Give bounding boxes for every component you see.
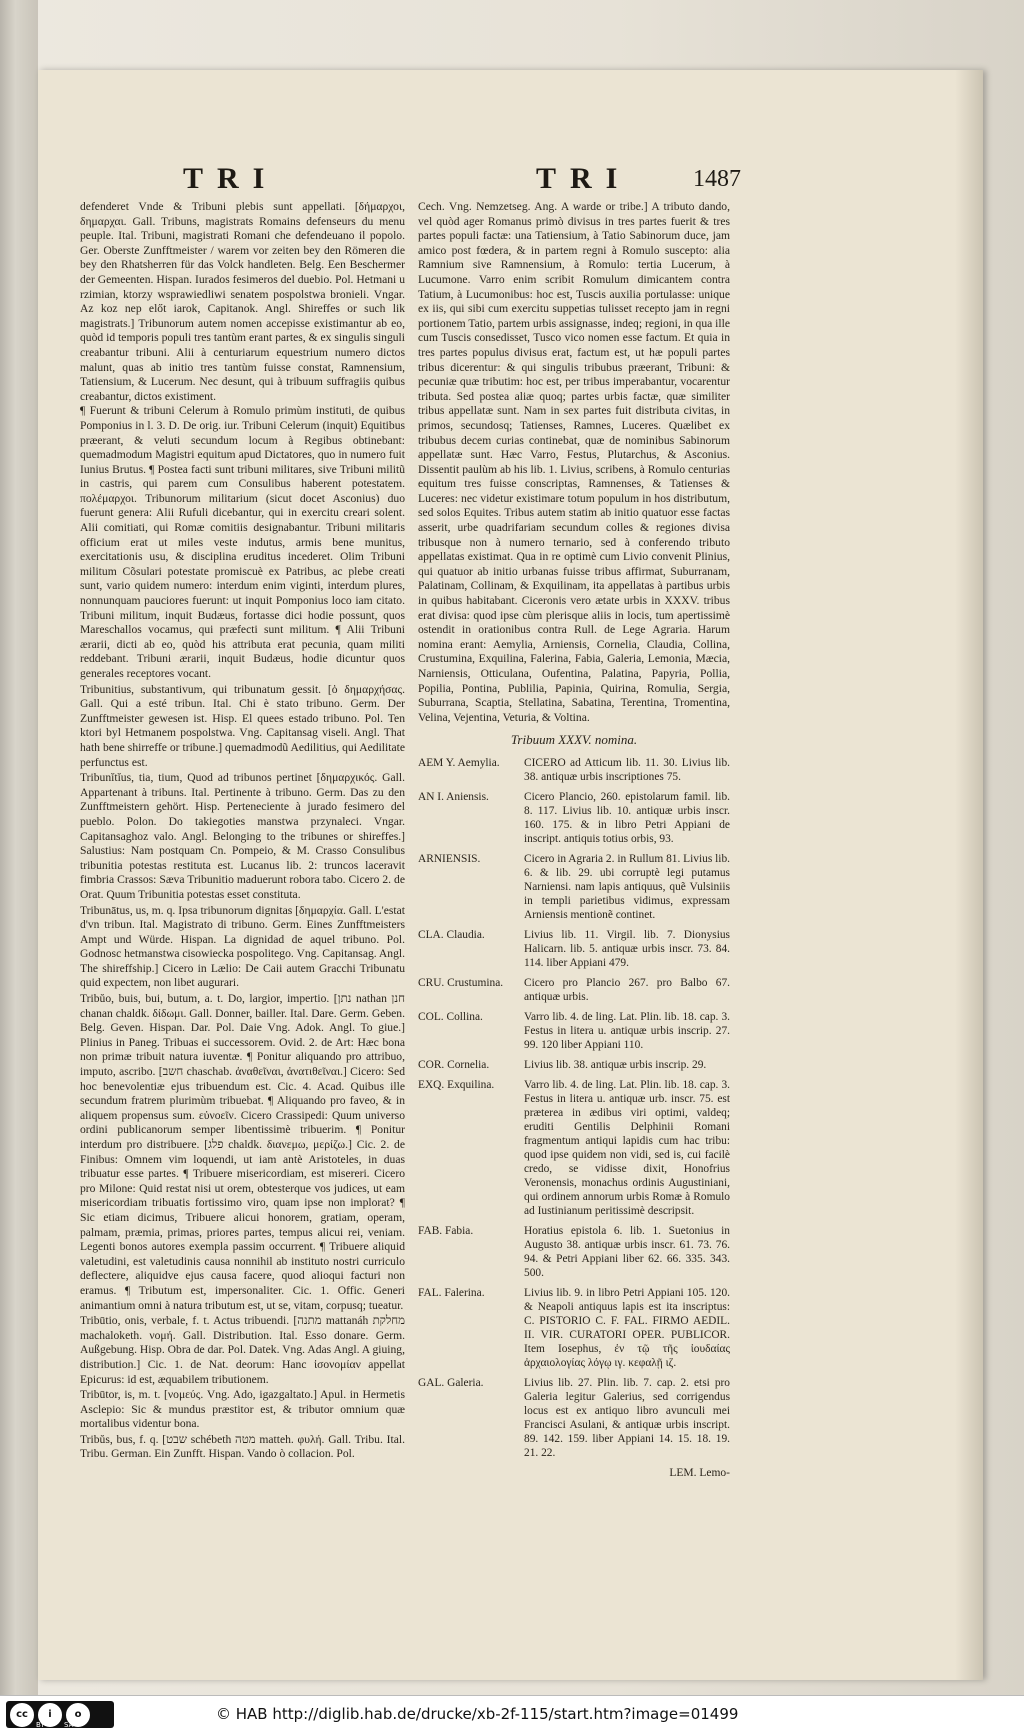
tribe-row [418,1010,730,1052]
tribe-name: CLA. Claudia. [418,928,485,941]
entry-tribunitius: Tribunitius, substantivum, qui tribunatum gessit. [ὁ δημαρχήσας. Gall. Qui a esté tribun. Ital. Chi è stato tribuno. Germ. Der Zunfftmeister gewesen ist. Hisp. El quees estado tribuno. Pol. Ten ktori byl Hetmanem pospolstwa. Vng. Capitansag viseli. Angl. That hath bene shirreffe or tribune.] quemadmodũ Aedilitius, qui Aedilitate perfunctus est. [80,682,405,769]
tribe-row [418,928,730,970]
tribe-row [418,1078,730,1218]
tribe-name: ARNIENSIS. [418,852,481,865]
attribution-icon: i [38,1703,62,1727]
tribe-sources: Varro lib. 4. de ling. Lat. Plin. lib. 18. cap. 3. Festus in litera u. antiquæ urbis inscrip. 27. 99. 120 liber Appiani 110. [524,1010,730,1051]
book-page [38,70,983,1680]
right-column [418,200,730,1481]
tribe-row [418,1224,730,1280]
running-header-left: TRI [183,162,279,195]
entry-paragraph: ¶ Fuerunt & tribuni Celerum à Romulo primùm instituti, de quibus Pomponius in l. 3. D. De orig. iur. Tribuni Celerum (inquit) Equitibus præerant, & veluti secundum locum à Regibus obtinebant: quemadmodum Magistri equitum apud Dictatores, quo in numero fuit Iunius Brutus. ¶ Postea facti sunt tribuni militares, sive Tribuni militũ in castris, qui parem cum Consulibus haberent potestatem. πολέμαρχοι. Tribunorum militarium (sicut docet Asconius) duo fuerunt genera: Alii Rufuli dicebantur, qui in exercitu creari solent. Alii comitiati, qui Romæ comitiis designabantur. Tribuni militaris officium erat ut miles veste indutus, armis bene munitus, exercitationis usu, & disciplina eruditus incederet. Olim Tribuni militum Cõsulari potestate promiscuè ex Patribus, ac plebe creati sunt, vario quidem numero: interdum enim viginti, interdum plures, nonnunquam pauciores fuerunt: ut inquit Pomponius loco iam citato. Tribuni militum, inquit Budæus, fortasse dici hodie possunt, quos Mareschallos vocamus, qui præfecti sunt militum. ¶ Alii Tribuni ærarii, dicti ab eo, quòd his attributa erat pecunia, quam militi reddebant. Tribuni ærarii, inquit Budæus, hodie dicuntur quos generales receptores vocant. [80,404,405,680]
cc-icon: cc [10,1703,34,1727]
running-header-center: TRI [536,162,632,195]
tribe-name: AEM Y. Aemylia. [418,756,500,769]
tribe-name: GAL. Galeria. [418,1376,484,1389]
tribe-sources: Livius lib. 27. Plin. lib. 7. cap. 2. etsi pro Galeria legitur Galerius, sed corrigendus locus est ex antiquo libro avunculi mei Francisci Asulani, & antiquæ urbis inscript. 89. 142. 159. liber Appiani 14. 15. 18. 19. 21. 22. [524,1376,730,1459]
catchword: LEM. Lemo- [669,1466,730,1479]
tribe-name: CRU. Crustumina. [418,976,504,989]
tribe-name: COL. Collina. [418,1010,483,1023]
tribe-sources: Horatius epistola 6. lib. 1. Suetonius in Augusto 38. antiquæ urbis inscr. 61. 73. 76. 94. & Petri Appiani liber 62. 66. 335. 343. 500. [524,1224,730,1279]
sa-label: SA [64,1721,74,1729]
tribe-sources: Cicero Plancio, 260. epistolarum famil. lib. 8. 117. Livius lib. 10. antiquæ urbis inscr. 160. 175. & in libro Petri Appiani de inscript. antiquis totius orbis, 93. [524,790,730,845]
tribe-row [418,790,730,846]
tribe-row [418,756,730,784]
page-number: 1487 [693,166,741,192]
left-column [80,200,405,1462]
page-edge-shadow [955,70,983,1680]
by-label: BY [36,1721,45,1729]
tribe-sources: Livius lib. 11. Virgil. lib. 7. Dionysius Halicarn. lib. 5. antiquæ urbis inscr. 73. 84. 114. liber Appiani 479. [524,928,730,969]
entry-tributio: Tribūtio, onis, verbale, f. t. Actus tribuendi. [מתנה mattanáh מחלקת machaloketh. νομή. Gall. Distribution. Ital. Esso donare. Germ. Außgebung. Hisp. Obra de dar. Pol. Datek. Vng. Adas Angl. A giuing, distribution.] Cic. 1. de Nat. deorum: Hanc ἰσονομίαν appellat Epicurus: id est, æquabilem tributionem. [80,1314,405,1386]
tribe-row [418,852,730,922]
tribe-row [418,976,730,1004]
tribe-name: FAB. Fabia. [418,1224,474,1237]
entry-tribus: Tribŭs, bus, f. q. [שבט schébeth מטה matteh. φυλή. Gall. Tribu. Ital. Tribu. German. Ein Zunfft. Hispan. Vando ò collacion. Pol. [80,1432,405,1461]
tribe-sources: Cicero pro Plancio 267. pro Balbo 67. antiquæ urbis. [524,976,730,1003]
entry-tribunitius-adj: Tribunĭtĭus, tia, tium, Quod ad tribunos pertinet [δημαρχικός. Gall. Appartenant à tribuns. Ital. Pertinente à tribuno. Germ. Das zu den Zunfftmeistern gehört. Hisp. Perteneciente à jurado fesimero del pueblo. Polon. Do takiegoties manstwa przynaleci. Vngar. Capitansaghoz valo. Angl. Belonging to the tribunes or shireffes.] Salustius: Nam postquam Cn. Pompeio, & M. Crasso Consulibus tribunitia potestas restituta est. Lucanus lib. 2: truncos laceravit fimbria Crassos: Sæva Tribunitio maduerunt robora tabo. Cicero 2. de Orat. Quum Tribunitia potestas esset constituta. [80,771,405,901]
entry-paragraph: defenderet Vnde & Tribuni plebis sunt appellati. [δήμαρχοι, δημαρχαι. Gall. Tribuns, magistrats Romains defenseurs du menu peuple. Ital. Tribuni, magistrati Romani che defendeuano il popolo. Ger. Oberste Zunfftmeister / warem vor zeiten bey den Römeren die bey den Rhatsherren für das Volck handleten. Belg. Een Beschermer der Gemeenten. Hispan. Iurados fesimeros del duebio. Pol. Hetmani u rzimian, ktorzy wsprawiedliwi senatem pospolstwa bronieli. Vngar. Az koz nep előt iarok, Capitanok. Angl. Shireffes or such lik magistrats.] Tribunorum autem nomen accepisse existimantur ab eo, quòd id temporis populi tres tantùm erant partes, & ex singulis singuli creabantur tribuni. Alii à centuriarum equestrium numero dictos malunt, quas ab initio tres tantùm fuisse constat, Ramnensium, Tatiensium, & Lucerum. Nec desunt, qui à tribuum suffragiis quibus creabantur, dictos existiment. [80,200,405,403]
footer-bar [0,1695,1024,1733]
book-spine [0,0,38,1695]
entry-tribunatus: Tribunātus, us, m. q. Ipsa tribunorum dignitas [δημαρχία. Gall. L'estat d'vn tribun. Ital. Magistrato di tribuno. Germ. Eines Zunfftmeisters Ampt und Würde. Hispan. La dignidad de aquel tribuno. Pol. Godnosc hetmanstwa cisowiecka pospolitego. Vng. Capitansag. Angl. The shireffship.] Cicero in Lælio: De Caii autem Gracchi Tribunatu quid expectem, non libet augurari. [80,903,406,990]
tribe-name: EXQ. Exquilina. [418,1078,495,1091]
tribus-definition: Cech. Vng. Nemzetseg. Ang. A warde or tribe.] A tributo dando, vel quòd ager Romanus primò divisus in tres partes fuerit & tres partes populi factæ: una Tatiensium, à Tatio Sabinorum duce, jam amico post fœdera, & in partem regni à Romulo suscepto: alia Ramnium sive Ramnensium, à Romulo: tertia Lucerum, à Lucumone. Varro enim scribit Romulum dimicantem contra Tatium, à Lucumonibus: hoc est, Tuscis auxilia portulasse: unique ex iis, qui sibi cum exercitu suppetias tulisset recepto jam in regni portionem Tatio, partem urbis assignasse, indeq; regioni, in qua ille cum Tuscis consedisset, Tusco vico nomen esse factum. Et quia in tres partes populus divisus erat, factum est, ut hæ populi partes tribus dicerentur: & qui singulis tribubus præerant, Tribuni: & pecuniæ quæ tributim: hoc est, per tribus imperabantur, vocarentur tributa. Sed postea aliæ quoq; partes urbis factæ, quæ similiter tribus appellatæ sunt. Nam in sex partes fuit distributa civitas, in primos, secundosq; Tatienses, Ramnes, Luceres. Quælibet ex tribubus decem curias continebat, quæ de nominibus Sabinorum appellatæ sunt. Hæc Varro, Festus, Plutarchus, & Asconius. Dissentit paulùm ab his lib. 1. Livius, scribens, à Romulo centurias equitum tres fuisse conscriptas, Ramnenses, & Tatienses & Luceres: nec videtur existimare totum populum in hos distributum, sed solos Equites. Tribus autem statim ab initio quatuor esse factas asserit, urbe quadrifariam secundum colles & regiones divisa tribusque non à numero ternario, sed à conferendo tributo appellatas existimat. Qua in re optimè cum Livio convenit Plinius, qui quatuor ab initio urbanas fuisse tribus affirmat, Suburranam, Palatinam, Collinam, & Exquilinam, ita appellatas à partibus urbis in quibus habitabant. Ciceronis vero ætate urbis in XXXV. tribus erat divisa: quod ipse cùm plerisque aliis in locis, tum apertissimè ostendit in orationibus contra Rull. de Lege Agraria. Harum nomina erant: Aemylia, Arniensis, Cornelia, Claudia, Collina, Crustumina, Exquilina, Falerina, Fabia, Galeria, Lemonia, Mæcia, Narniensis, Otticulana, Oufentina, Palatina, Papyria, Pollia, Popilia, Pontina, Publilia, Papinia, Quirina, Romulia, Sergia, Suburrana, Scaptia, Stellatina, Sabatina, Terentina, Tromentina, Velina, Vejentina, Veturia, & Voltina. [418,200,730,724]
tribe-name: FAL. Falerina. [418,1286,485,1299]
tribe-sources: CICERO ad Atticum lib. 11. 30. Livius lib. 38. antiquæ urbis inscriptiones 75. [524,756,730,783]
tribe-row [418,1376,730,1460]
source-url-link[interactable]: © HAB http://diglib.hab.de/drucke/xb-2f-115/start.htm?image=01499 [216,1705,739,1723]
tribe-row [418,1058,730,1072]
tribes-list-title: Tribuum XXXV. nomina. [510,732,638,748]
share-alike-icon: o [66,1703,90,1727]
entry-tributor: Tribūtor, is, m. t. [νομεύς. Vng. Ado, igazgaltato.] Apul. in Hermetis Asclepio: Sic & mundus præstitor est, & tributor omnium quæ mortalibus videntur bona. [80,1388,405,1431]
cc-license-badge[interactable] [6,1701,114,1728]
tribe-sources: Varro lib. 4. de ling. Lat. Plin. lib. 18. cap. 3. Festus in litera u. antiquæ urb. inscr. 75. est præterea in ædibus viri optimi, valdeq; eruditi Gentilis Delphinii Romani fragmentum antiqui lapidis cum hac tribu: quod ipse quidem non vidi, sed is, cui facilè credo, se vidisse dixit, Honofrius Veronensis, monachus ordinis Augustiniani, qui ordinem annorum urbis Romæ à Romulo ad Iustinianum peritissimè descripsit. [524,1078,730,1217]
entry-tribuo: Tribŭo, buis, bui, butum, a. t. Do, largior, impertio. [נתן nathan חנן chanan chaldk. δίδωμι. Gall. Donner, bailler. Ital. Dare. Germ. Geben. Belg. Geven. Hispan. Dar. Pol. Daie Vng. Adok. Angl. To giue.] Plinius in Paneg. Tribuas ei successorem. Ovid. 2. de Art: Hæc bona non primæ tribuit natura iuventæ. ¶ Ponitur aliquando pro attribuo, imputo, ascribo. [חשב chaschab. ἀναθεῖναι, ἀνατιθεῖναι.] Cicero: Sed hoc benevolentiæ ejus tribuendum est. Cic. 4. Acad. Quibus ille secundum fratrem plurimùm tribuebat. ¶ Aliquando pro faveo, & in aliquem propensus sum. εὐνοεῖν. Cicero Crassipedi: Quum universo ordini publicanorum semper libentissimè tribuerim. ¶ Ponitur interdum pro distribuere. [פלג chaldk. διανεμω, μερίζω.] Cic. 2. de Finibus: Omnem vim loquendi, ut iam antè Aristoteles, in duas tribuatur esse partes. ¶ Tribuere misericordiam, est misereri. Cicero pro Milone: Quid restat nisi ut orem, obtesterque vos judices, ut eam misericordiam tribuatis fortissimo viro, quam ipse non implorat? ¶ Sic etiam dicimus, Tribuere alicui honorem, gratiam, operam, palmam, præmia, primas, priores partes, tempus alicui rei, veniam. Legenti bonos autores exempla passim occurrent. ¶ Tribuere aliquid valetudini, est valetudinis causa nonnihil ab instituto nostri curriculo deflectere, aliquidve ejus causa facere, quod alioqui facturi non eramus. ¶ Tributum est, impersonaliter. Cic. 1. Offic. Generi animantium omni à natura tributum est, ut se, vitam, corpusq; tueatur. [80,992,406,1312]
tribe-name: COR. Cornelia. [418,1058,490,1071]
tribe-name: AN I. Aniensis. [418,790,489,803]
tribe-sources: Cicero in Agraria 2. in Rullum 81. Livius lib. 6. & lib. 29. ubi corruptè legi putamus Narniensi. nam lapis antiquus, quẽ Vulsiniis in templi parietibus vidimus, expressam Arniensis mentionẽ continet. [524,852,730,921]
tribe-row [418,1286,730,1370]
tribe-sources: Livius lib. 9. in libro Petri Appiani 105. 120. & Neapoli antiquus lapis est ita inscriptus: C. PISTORIO C. F. FAL. FIRMO AEDIL. II. VIR. CURATORI OPER. PUBLICOR. Item Iosephus, ἐν τῷ τῆς ἰουδαίας ἀρχαιολογίας λόγῳ ιγ. κεφαλῇ ιζ. [524,1286,730,1369]
tribe-sources: Livius lib. 38. antiquæ urbis inscrip. 29. [524,1058,707,1071]
